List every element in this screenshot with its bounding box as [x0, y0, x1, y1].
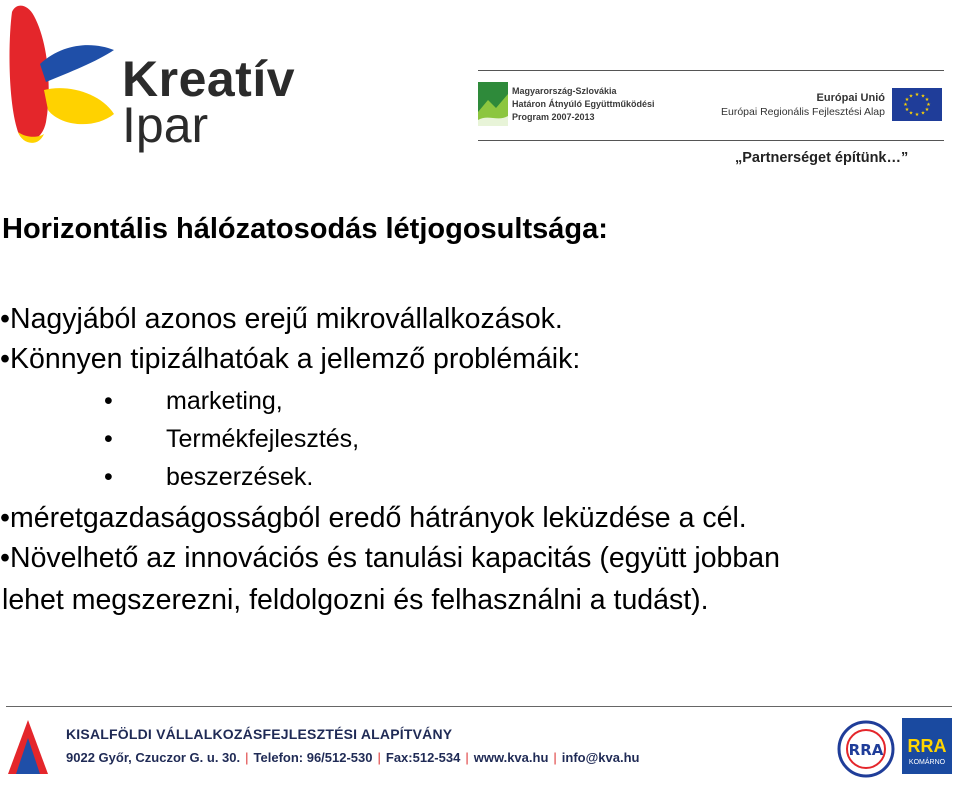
footer-website: www.kva.hu	[473, 750, 549, 765]
header-top-divider	[478, 70, 944, 71]
svg-text:★: ★	[920, 110, 926, 117]
logo-word-kreativ: Kreatív	[122, 51, 296, 107]
rra-komarno-sub: KOMÁRNO	[908, 759, 946, 766]
hu-sk-program-icon	[478, 82, 508, 126]
program-line-2: Határon Átnyúló Együttműködési	[512, 99, 655, 109]
bullet-dot: •	[0, 542, 10, 574]
sub-bullet-1: marketing,	[166, 387, 283, 415]
bullet-3: •méretgazdaságosságból eredő hátrányok leküzdése a cél.	[0, 502, 747, 534]
bullet-dot: •	[0, 502, 10, 534]
bullet-dot: •	[0, 343, 10, 375]
svg-text:★: ★	[904, 107, 910, 113]
svg-text:★: ★	[914, 92, 920, 98]
footer-divider	[6, 706, 952, 707]
sub-bullet-2: Termékfejlesztés,	[166, 425, 360, 453]
sub-bullet-dot: •	[104, 463, 113, 491]
svg-text:★: ★	[924, 97, 930, 103]
eu-flag-icon	[892, 88, 942, 121]
sub-bullet-dot: •	[104, 387, 113, 415]
svg-text:★: ★	[908, 93, 914, 100]
slogan: „Partnerséget építünk…”	[735, 150, 909, 166]
svg-text:★: ★	[914, 112, 920, 118]
rra-komarno-logo	[902, 718, 952, 774]
logo-word-ipar: Ipar	[122, 97, 209, 153]
bullet-1: •Nagyjából azonos erejű mikrovállalkozások.	[0, 303, 563, 335]
bullet-4: •Növelhető az innovációs és tanulási kapacitás (együtt jobban	[0, 542, 780, 574]
footer-phone: Telefon: 96/512-530	[253, 750, 373, 765]
footer-org-name: KISALFÖLDI VÁLLALKOZÁSFEJLESZTÉSI ALAPÍTVÁNY	[66, 726, 453, 742]
kreativ-ipar-logo-icon	[4, 2, 119, 152]
bullet-4-continuation: lehet megszerezni, feldolgozni és felhasználni a tudást).	[2, 584, 709, 616]
kva-logo-icon	[6, 718, 50, 776]
bullet-dot: •	[0, 303, 10, 335]
header-bottom-divider	[478, 140, 944, 141]
program-line-1: Magyarország-Szlovákia	[512, 86, 617, 96]
rra-komarno-text: RRA	[907, 736, 947, 756]
svg-text:★: ★	[904, 97, 910, 103]
svg-text:★: ★	[908, 110, 914, 117]
footer-address: 9022 Győr, Czuczor G. u. 30.	[66, 750, 241, 765]
rra-logo-text: RRA	[848, 741, 884, 759]
footer-contact: 9022 Győr, Czuczor G. u. 30. | Telefon: 96/512-530 | Fax:512-534 | www.kva.hu | info@kva.hu	[66, 750, 640, 765]
program-line-3: Program 2007-2013	[512, 112, 595, 122]
rra-logo-icon	[836, 720, 896, 778]
svg-text:★: ★	[926, 102, 931, 108]
svg-text:★: ★	[920, 93, 926, 100]
slide-heading: Horizontális hálózatosodás létjogosultsága:	[2, 213, 608, 245]
sub-bullet-dot: •	[104, 425, 113, 453]
footer-fax: Fax:512-534	[385, 750, 461, 765]
sub-bullet-3: beszerzések.	[166, 463, 314, 491]
svg-text:★: ★	[903, 102, 908, 108]
footer-email: info@kva.hu	[561, 750, 640, 765]
eu-name: Európai Unió	[816, 92, 885, 104]
eu-fund-name: Európai Regionális Fejlesztési Alap	[720, 106, 885, 118]
svg-text:★: ★	[924, 107, 930, 113]
bullet-2: •Könnyen tipizálhatóak a jellemző problémáik:	[0, 343, 581, 375]
